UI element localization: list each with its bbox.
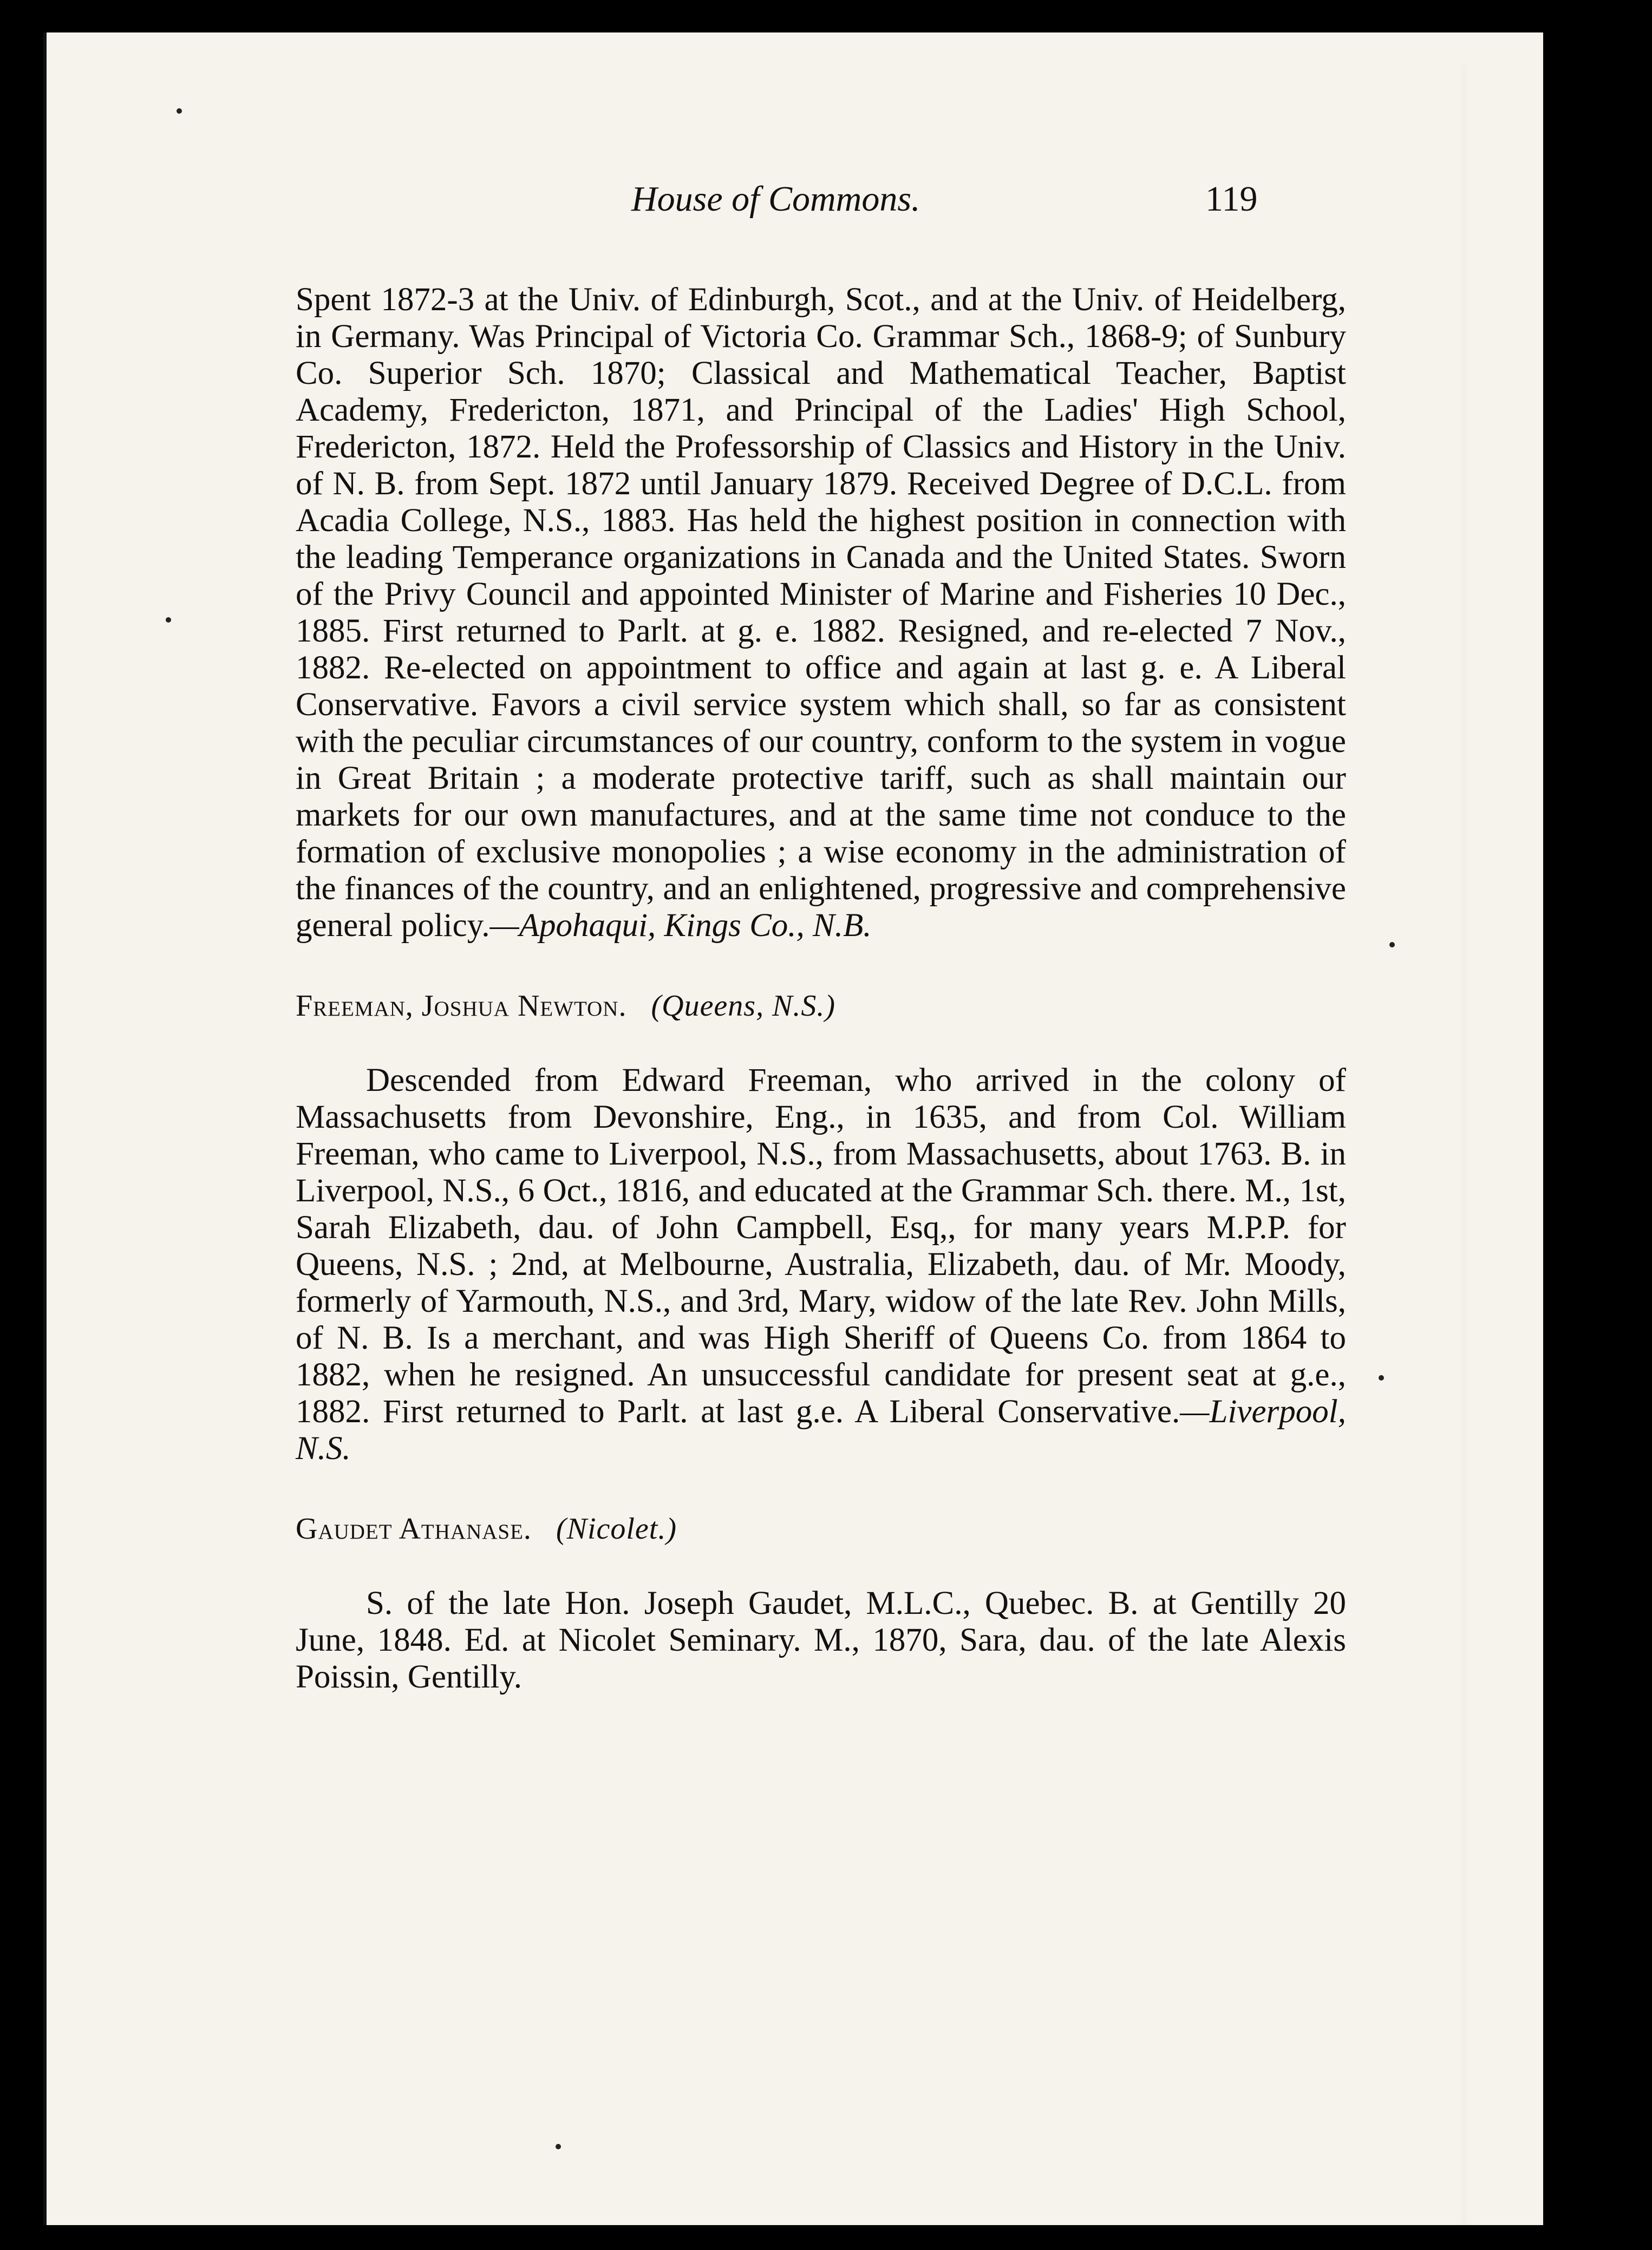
- page-number: 119: [1205, 179, 1258, 219]
- running-title: House of Commons.: [631, 179, 920, 219]
- margin-speck: [166, 617, 171, 623]
- entry-residence: —Apohaqui, Kings Co., N.B.: [489, 907, 872, 944]
- entry-continued: [296, 282, 1346, 944]
- entry-text: S. of the late Hon. Joseph Gaudet, M.L.C., Quebec. B. at Gentilly 20 June, 1848. Ed. at Nicolet Seminary. M., 1870, Sara, dau. of the late Alexis Poissin, Gentilly.: [296, 1585, 1346, 1695]
- margin-speck: [1389, 942, 1395, 947]
- constituency: (Nicolet.): [556, 1512, 677, 1546]
- entry-text: Spent 1872-3 at the Univ. of Edinburgh, Scot., and at the Univ. of Heidelberg, in Germany. Was Principal of Victoria Co. Grammar Sch., 1868-9; of Sunbury Co. Superior Sch. 1870; Classical and Mathematical Teacher, Baptist Academy, Fredericton, 1871, and Principal of the Ladies' High School, Fredericton, 1872. Held the Professorship of Classics and History in the Univ. of N. B. from Sept. 1872 until January 1879. Received Degree of D.C.L. from Acadia College, N.S., 1883. Has held the highest position in connection with the leading Temperance organizations in Canada and the United States. Sworn of the Privy Council and appointed Minister of Marine and Fisheries 10 Dec., 1885. First returned to Parlt. at g. e. 1882. Resigned, and re-elected 7 Nov., 1882. Re-elected on appointment to office and again at last g. e. A Liberal Conservative. Favors a civil service system which shall, so far as consistent with the peculiar circumstances of our country, conform to the system in vogue in Great Britain ; a moderate protective tariff, such as shall maintain our markets for our own manufactures, and at the same time not conduce to the formation of exclusive monopolies ; a wise economy in the administration of the finances of the country, and an enlightened, progressive and comprehensive general policy.: [296, 282, 1346, 944]
- running-head: [47, 179, 1543, 244]
- margin-speck: [556, 2144, 561, 2149]
- entry-residence: —Liverpool, N.S.: [296, 1394, 1346, 1467]
- page-body: [296, 282, 1346, 1696]
- entry-text: Descended from Edward Freeman, who arrived in the colony of Massachusetts from Devonshire, Eng., in 1635, and from Col. William Freeman, who came to Liverpool, N.S., from Massachusetts, about 1763. B. in Liverpool, N.S., 6 Oct., 1816, and educated at the Grammar Sch. there. M., 1st, Sarah Elizabeth, dau. of John Campbell, Esq,, for many years M.P.P. for Queens, N.S. ; 2nd, at Melbourne, Australia, Elizabeth, dau. of Mr. Moody, formerly of Yarmouth, N.S., and 3rd, Mary, widow of the late Rev. John Mills, of N. B. Is a merchant, and was High Sheriff of Queens Co. from 1864 to 1882, when he resigned. An unsuccessful candidate for present seat at g.e., 1882. First returned to Parlt. at last g.e. A Liberal Conservative.: [296, 1062, 1346, 1430]
- book-page: [43, 32, 1543, 2225]
- member-name: Freeman, Joshua Newton.: [296, 989, 627, 1023]
- entry-gaudet: [296, 1585, 1346, 1696]
- member-name: Gaudet Athanase.: [296, 1512, 532, 1546]
- entry-heading-freeman: [296, 987, 1346, 1024]
- margin-speck: [1379, 1375, 1384, 1381]
- page-edge: [1461, 65, 1467, 2225]
- entry-heading-gaudet: [296, 1510, 1346, 1547]
- entry-freeman: [296, 1062, 1346, 1467]
- book-spine-shadow: [1549, 22, 1652, 2231]
- margin-speck: [177, 108, 182, 114]
- constituency: (Queens, N.S.): [651, 989, 836, 1023]
